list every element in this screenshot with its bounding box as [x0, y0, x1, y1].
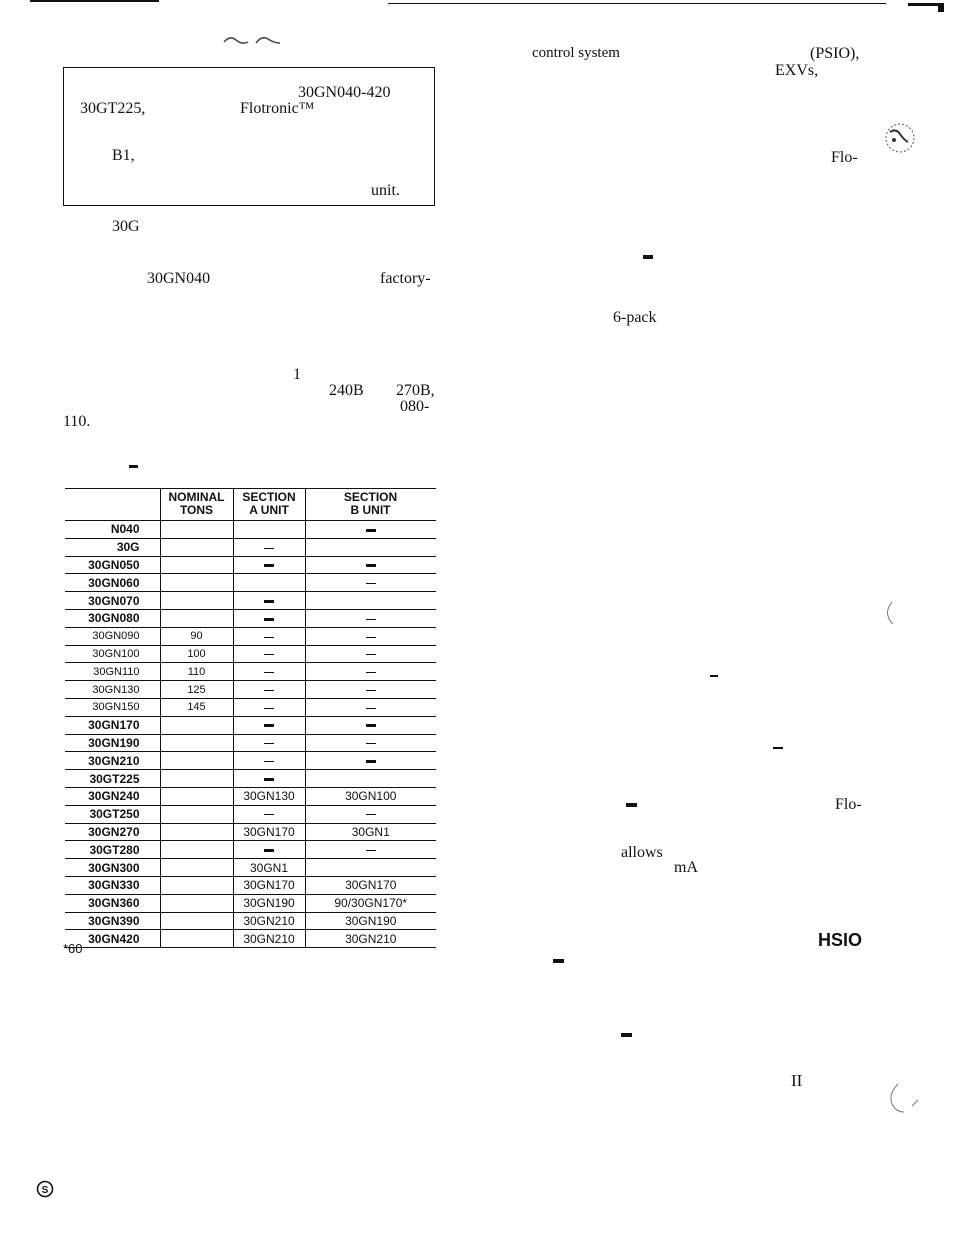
dash-mark: [264, 690, 274, 691]
cell-tons: [160, 912, 233, 930]
cell-section-b: [305, 894, 436, 912]
cell-tons: [160, 823, 233, 841]
cell-model: [65, 823, 160, 841]
cell-section-b: [305, 698, 436, 716]
dash-mark: [264, 654, 274, 655]
dash-mark: [366, 564, 376, 567]
cell-section-a: [233, 627, 305, 645]
cell-section-a: [233, 698, 305, 716]
dash-mark: [366, 708, 376, 709]
cell-section-b: [305, 912, 436, 930]
header-section-b-line2: B UNIT: [350, 503, 391, 517]
dash-mark: [264, 618, 274, 621]
table-row: [65, 787, 436, 805]
cell-model: [65, 609, 160, 627]
text-unit-240b: 240B: [329, 382, 364, 399]
table-row: [65, 805, 436, 823]
cell-section-a: [233, 592, 305, 610]
cell-section-b: [305, 609, 436, 627]
table-row: [65, 556, 436, 574]
cell-model-text: 30GN240: [88, 789, 140, 804]
dash-mark: [264, 761, 274, 762]
dash-mark: [264, 743, 274, 744]
text-factory: factory-: [380, 270, 431, 287]
cell-model: [65, 770, 160, 788]
table-row: [65, 894, 436, 912]
cell-section-b: [305, 574, 436, 592]
cell-tons: [160, 716, 233, 734]
table-row: [65, 716, 436, 734]
table-footnote: *60: [63, 941, 83, 956]
text-flo-2: Flo-: [835, 796, 862, 813]
dash-mark: [264, 708, 274, 709]
cell-tons: [160, 574, 233, 592]
dash-mark: [366, 760, 376, 763]
cell-model-text: 30GN360: [88, 896, 140, 911]
model-table: [65, 521, 436, 948]
cell-section-b: [305, 663, 436, 681]
cell-section-b: [305, 716, 436, 734]
globe-icon: [880, 118, 922, 160]
text-unit-270b: 270B,: [396, 382, 435, 399]
cell-model: [65, 538, 160, 556]
cell-section-b: [305, 770, 436, 788]
table-row: [65, 859, 436, 877]
cell-model-text: 30G: [116, 540, 140, 555]
cell-section-b: [305, 592, 436, 610]
dash-mark: [366, 724, 376, 727]
dash-mark: [264, 724, 274, 727]
cell-model: [65, 556, 160, 574]
scan-artifact-mark: [884, 600, 896, 626]
cell-tons: [160, 663, 233, 681]
cell-section-b: [305, 627, 436, 645]
dash-mark: [366, 654, 376, 655]
cell-section-b: [305, 876, 436, 894]
table-row: [65, 912, 436, 930]
registered-symbol-icon: [36, 1180, 54, 1198]
text-roman-two: II: [791, 1071, 803, 1090]
cell-section-b: [305, 645, 436, 663]
notice-model-range: 30GN040-420: [298, 84, 391, 101]
table-row: [65, 592, 436, 610]
header-nominal-line1: NOMINAL: [168, 490, 225, 504]
dash-mark: [264, 564, 274, 567]
cell-section-a-text: 30GN170: [243, 824, 295, 839]
cell-model-text: 30GN190: [88, 735, 140, 750]
dash-mark: [643, 255, 653, 259]
cell-tons-text: 125: [187, 683, 206, 696]
corner-mark-tip: [938, 3, 944, 12]
text-hsio: HSIO: [818, 930, 863, 950]
cell-model: [65, 592, 160, 610]
cell-section-a-text: 30GN170: [243, 878, 295, 893]
cell-section-b: [305, 681, 436, 699]
cell-tons: [160, 734, 233, 752]
cell-tons: [160, 876, 233, 894]
table-row: [65, 663, 436, 681]
cell-tons: [160, 894, 233, 912]
table-row: [65, 841, 436, 859]
cell-section-a: [233, 716, 305, 734]
cell-section-a: [233, 681, 305, 699]
cell-section-b-text: 30GN100: [345, 789, 397, 804]
table-row: [65, 538, 436, 556]
header-rule-left: [30, 0, 159, 2]
text-six-pack: 6-pack: [613, 309, 657, 326]
table-row: [65, 521, 436, 538]
table-row: [65, 574, 436, 592]
text-model-30gn040: 30GN040: [147, 270, 211, 287]
cell-tons: [160, 645, 233, 663]
cell-section-a: [233, 876, 305, 894]
header-nominal-line2: TONS: [179, 503, 214, 517]
cell-section-a-text: 30GN210: [243, 913, 295, 928]
text-psio: (PSIO),: [810, 45, 860, 62]
text-one: 1: [293, 366, 301, 383]
dash-mark: [710, 675, 718, 677]
dash-mark: [621, 1033, 632, 1037]
cell-model-text: 30GN090: [92, 630, 140, 643]
cell-section-b: [305, 805, 436, 823]
cell-model-text: 30GT225: [89, 771, 140, 786]
text-allows: allows: [621, 844, 663, 861]
cell-section-a: [233, 823, 305, 841]
dash-mark: [264, 778, 274, 781]
cell-model-text: 30GN390: [88, 913, 140, 928]
cell-tons: [160, 627, 233, 645]
header-section-a-line1: SECTION: [242, 490, 296, 504]
cell-model-text: 30GN270: [88, 824, 140, 839]
dash-mark: [264, 548, 274, 549]
cell-section-b: [305, 787, 436, 805]
cell-tons: [160, 859, 233, 877]
cell-model-text: 30GN170: [88, 718, 140, 733]
cell-model: [65, 841, 160, 859]
cell-model-text: 30GN060: [88, 575, 140, 590]
table-row: [65, 681, 436, 699]
cell-section-a-text: 30GN1: [249, 860, 289, 875]
cell-model-text: 30GN070: [88, 593, 140, 608]
cell-section-a: [233, 912, 305, 930]
notice-unit: unit.: [371, 182, 400, 199]
text-110: 110.: [63, 413, 91, 430]
cell-tons: [160, 698, 233, 716]
cell-section-b: [305, 841, 436, 859]
cell-model: [65, 521, 160, 538]
table-row: [65, 823, 436, 841]
dash-mark: [366, 529, 376, 532]
notice-flotronic: Flotronic™: [240, 100, 315, 117]
dash-mark: [366, 637, 376, 638]
cell-tons: [160, 770, 233, 788]
table-row: [65, 734, 436, 752]
cell-tons: [160, 556, 233, 574]
cell-section-a: [233, 538, 305, 556]
cell-model: [65, 894, 160, 912]
table-row: [65, 930, 436, 948]
cell-model-text: 30GN100: [92, 647, 140, 660]
cell-model-text: 30GN110: [93, 665, 140, 678]
cell-section-a: [233, 859, 305, 877]
cell-section-b: [305, 521, 436, 538]
cell-section-a: [233, 841, 305, 859]
cell-tons: [160, 609, 233, 627]
cell-model-text: 30GN300: [88, 860, 140, 875]
cell-tons: [160, 521, 233, 538]
header-section-a-line2: A UNIT: [249, 503, 289, 517]
cell-model: [65, 787, 160, 805]
cell-tons: [160, 681, 233, 699]
cell-model: [65, 645, 160, 663]
cell-model-text: 30GN150: [92, 701, 140, 714]
header-section-b-line1: SECTION: [343, 490, 398, 504]
cell-tons: [160, 805, 233, 823]
table-top-rule: [65, 488, 436, 489]
dash-mark: [366, 743, 376, 744]
cell-model: [65, 734, 160, 752]
notice-b1: B1,: [112, 147, 135, 164]
cell-model: [65, 912, 160, 930]
cell-section-a: [233, 930, 305, 948]
cell-model: [65, 805, 160, 823]
cell-model-text: 30GT280: [89, 842, 140, 857]
cell-tons: [160, 841, 233, 859]
cell-section-b-text: 90/30GN170*: [334, 896, 408, 911]
text-range-080: 080-: [400, 398, 430, 415]
cell-section-a-text: 30GN190: [243, 896, 295, 911]
cell-section-a: [233, 645, 305, 663]
table-row: [65, 752, 436, 770]
cell-model-text: 30GN050: [88, 557, 140, 572]
text-model-30g: 30G: [112, 218, 140, 235]
header-nominal-tons: [160, 491, 233, 517]
cell-section-a-text: 30GN210: [243, 931, 295, 946]
cell-tons-text: 100: [187, 647, 206, 660]
dash-mark: [366, 690, 376, 691]
cell-section-a: [233, 770, 305, 788]
cell-tons: [160, 787, 233, 805]
cell-model: [65, 574, 160, 592]
dash-mark: [264, 600, 274, 603]
cell-model: [65, 716, 160, 734]
dash-mark: [264, 672, 274, 673]
cell-model-text: 30GT250: [89, 807, 140, 822]
cell-tons: [160, 752, 233, 770]
cell-tons-text: 90: [190, 630, 203, 643]
text-control-system: control system: [532, 45, 620, 61]
cell-section-a: [233, 609, 305, 627]
cell-model: [65, 876, 160, 894]
cell-section-a: [233, 787, 305, 805]
cell-model-text: 30GN420: [88, 931, 140, 946]
squiggle-mark: [222, 33, 282, 47]
cell-tons: [160, 592, 233, 610]
cell-model-text: 30GN210: [88, 753, 140, 768]
dash-mark: [366, 850, 376, 851]
dash-mark: [366, 814, 376, 815]
cell-model-text: 30GN080: [88, 611, 140, 626]
cell-model-text: 30GN130: [92, 683, 140, 696]
text-ma: mA: [674, 859, 698, 876]
dash-mark: [366, 672, 376, 673]
cell-section-a: [233, 556, 305, 574]
cell-section-b-text: 30GN210: [345, 931, 397, 946]
cell-section-b-text: 30GN1: [351, 824, 390, 839]
cell-section-b: [305, 556, 436, 574]
cell-model: [65, 752, 160, 770]
cell-section-b: [305, 859, 436, 877]
cell-section-a: [233, 752, 305, 770]
cell-section-b-text: 30GN190: [345, 913, 397, 928]
header-rule-right: [388, 3, 886, 4]
table-row: [65, 609, 436, 627]
cell-model: [65, 698, 160, 716]
header-section-a: [233, 491, 305, 517]
text-flo-1: Flo-: [831, 149, 858, 166]
dash-mark: [366, 619, 376, 620]
cell-section-b: [305, 752, 436, 770]
cell-section-a: [233, 805, 305, 823]
model-table-body: [65, 521, 436, 948]
cell-model-text: 30GN330: [88, 878, 140, 893]
text-exvs: EXVs,: [775, 62, 819, 79]
table-row: [65, 627, 436, 645]
footer-symbol-letter: S: [41, 1185, 49, 1196]
dash-mark: [773, 747, 783, 749]
dash-mark: [626, 803, 637, 807]
header-section-b: [305, 491, 436, 517]
dash-mark: [264, 814, 274, 815]
cell-section-a-text: 30GN130: [243, 789, 295, 804]
table-row: [65, 876, 436, 894]
cell-model-text: N040: [110, 522, 140, 537]
cell-tons: [160, 930, 233, 948]
cell-section-b: [305, 930, 436, 948]
cell-section-b-text: 30GN170: [345, 878, 397, 893]
cell-section-a: [233, 521, 305, 538]
dash-mark: [264, 637, 274, 638]
cell-section-a: [233, 894, 305, 912]
table-row: [65, 770, 436, 788]
cell-tons-text: 110: [187, 665, 206, 678]
cell-model: [65, 627, 160, 645]
dash-mark: [366, 583, 376, 584]
dash-mark: [553, 959, 564, 963]
cell-model: [65, 859, 160, 877]
cell-section-b: [305, 823, 436, 841]
dash-mark: [129, 465, 138, 468]
cell-tons: [160, 538, 233, 556]
cell-model: [65, 663, 160, 681]
table-row: [65, 698, 436, 716]
cell-section-a: [233, 663, 305, 681]
notice-box: [63, 67, 435, 206]
cell-section-a: [233, 734, 305, 752]
cell-tons-text: 145: [187, 701, 206, 714]
scan-artifact-mark: [884, 1080, 924, 1120]
cell-section-b: [305, 538, 436, 556]
notice-model-225: 30GT225,: [80, 100, 146, 117]
cell-section-a: [233, 574, 305, 592]
cell-section-b: [305, 734, 436, 752]
dash-mark: [264, 849, 274, 852]
cell-model: [65, 681, 160, 699]
table-row: [65, 645, 436, 663]
